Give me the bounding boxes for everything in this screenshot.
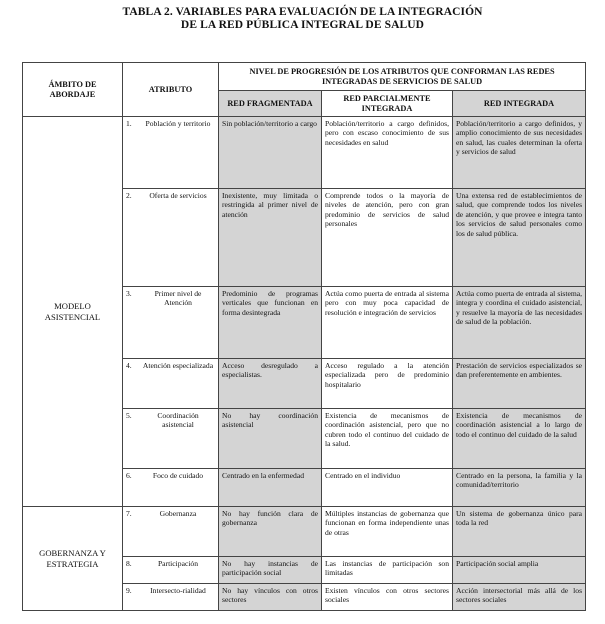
attr-label: Gobernanza — [159, 509, 197, 518]
cell-fragmentada: Sin población/territorio a cargo — [219, 117, 322, 189]
attr-cell — [123, 469, 219, 507]
cell-fragmentada: Inexistente, muy limitada o restringida al primer nivel de atención — [219, 189, 322, 287]
cell-integrada: Existencia de mecanismos de coordinación asistencial a lo largo de todo el continuo del cuidado de la salud — [453, 409, 586, 469]
ambito-modelo-asistencial: MODELO ASISTENCIAL — [23, 117, 123, 507]
attr-cell — [123, 557, 219, 584]
attr-cell — [123, 507, 219, 557]
cell-integrada: Acción intersectorial más allá de los sectores sociales — [453, 584, 586, 611]
attr-label: Intersecto-rialidad — [150, 586, 206, 595]
attr-label: Foco de cuidado — [152, 471, 204, 480]
cell-fragmentada: No hay vínculos con otros sectores — [219, 584, 322, 611]
cell-integrada: Población/territorio a cargo definidos, y amplio conocimiento de sus necesidades en salud, las cuales determinan la oferta y servicios de salud — [453, 117, 586, 189]
attr-label: Oferta de servicios — [149, 191, 207, 200]
cell-parcial: Comprende todos o la mayoría de niveles de atención, pero con gran predominio de servicios de salud personales — [322, 189, 453, 287]
header-red-fragmentada: RED FRAGMENTADA — [219, 91, 322, 117]
attr-number: 5. — [126, 411, 132, 420]
header-ambito: ÁMBITO DE ABORDAJE — [23, 63, 123, 117]
attr-label: Coordinación asistencial — [157, 411, 199, 430]
attr-cell — [123, 359, 219, 409]
attr-number: 1. — [126, 119, 132, 128]
cell-parcial: Múltiples instancias de gobernanza que funcionan en forma independiente unas de otras — [322, 507, 453, 557]
cell-integrada: Actúa como puerta de entrada al sistema, integra y coordina el cuidado asistencial, y resuelve la mayoría de las necesidades de salud de la población. — [453, 287, 586, 359]
attr-number: 7. — [126, 509, 132, 518]
cell-parcial: Acceso regulado a la atención especializada pero de predominio hospitalario — [322, 359, 453, 409]
cell-integrada: Centrado en la persona, la familia y la comunidad/territorio — [453, 469, 586, 507]
cell-parcial: Población/territorio a cargo definidos, pero con escaso conocimiento de sus necesidades en salud — [322, 117, 453, 189]
cell-parcial: Las instancias de participación son limitadas — [322, 557, 453, 584]
title-line-1: TABLA 2. VARIABLES PARA EVALUACIÓN DE LA INTEGRACIÓN — [122, 6, 483, 18]
header-nivel-progresion: NIVEL DE PROGRESIÓN DE LOS ATRIBUTOS QUE CONFORMAN LAS REDES INTEGRADAS DE SERVICIOS DE SALUD — [219, 63, 586, 91]
cell-fragmentada: Centrado en la enfermedad — [219, 469, 322, 507]
cell-fragmentada: No hay instancias de participación social — [219, 557, 322, 584]
cell-integrada: Prestación de servicios especializados se dan preferentemente en ambientes. — [453, 359, 586, 409]
attr-cell — [123, 287, 219, 359]
attr-number: 2. — [126, 191, 132, 200]
table-row — [23, 507, 586, 557]
cell-fragmentada: Acceso desregulado a especialistas. — [219, 359, 322, 409]
attr-number: 8. — [126, 559, 132, 568]
cell-parcial: Existen vínculos con otros sectores sociales — [322, 584, 453, 611]
cell-parcial: Existencia de mecanismos de coordinación asistencial, pero que no cubren todo el continuo del cuidado de la salud. — [322, 409, 453, 469]
attr-cell — [123, 117, 219, 189]
attr-label: Población y territorio — [145, 119, 211, 128]
attr-label: Atención especializada — [142, 361, 214, 370]
attr-number: 6. — [126, 471, 132, 480]
ambito-gobernanza-estrategia: GOBERNANZA Y ESTRATEGIA — [23, 507, 123, 611]
attr-number: 3. — [126, 289, 132, 298]
header-atributo: ATRIBUTO — [123, 63, 219, 117]
header-red-integrada: RED INTEGRADA — [453, 91, 586, 117]
cell-parcial: Centrado en el individuo — [322, 469, 453, 507]
cell-integrada: Participación social amplia — [453, 557, 586, 584]
table-row — [23, 117, 586, 189]
attr-number: 4. — [126, 361, 132, 370]
attr-cell — [123, 584, 219, 611]
attr-number: 9. — [126, 586, 132, 595]
header-red-parcial: RED PARCIALMENTE INTEGRADA — [322, 91, 453, 117]
attr-label: Participación — [157, 559, 199, 568]
attr-cell — [123, 189, 219, 287]
cell-integrada: Una extensa red de establecimientos de salud, que comprende todos los niveles de atención, y que provee e integra tanto los servicios de salud personales como los de salud pública. — [453, 189, 586, 287]
table-title — [0, 6, 605, 32]
cell-integrada: Un sistema de gobernanza único para toda la red — [453, 507, 586, 557]
cell-fragmentada: No hay coordinación asistencial — [219, 409, 322, 469]
variables-table — [22, 62, 586, 611]
title-line-2: DE LA RED PÚBLICA INTEGRAL DE SALUD — [180, 19, 425, 31]
attr-cell — [123, 409, 219, 469]
cell-fragmentada: Predominio de programas verticales que funcionan en forma desintegrada — [219, 287, 322, 359]
cell-parcial: Actúa como puerta de entrada al sistema pero con muy poca capacidad de resolución e integración de servicios — [322, 287, 453, 359]
cell-fragmentada: No hay función clara de gobernanza — [219, 507, 322, 557]
attr-label: Primer nivel de Atención — [154, 289, 202, 308]
